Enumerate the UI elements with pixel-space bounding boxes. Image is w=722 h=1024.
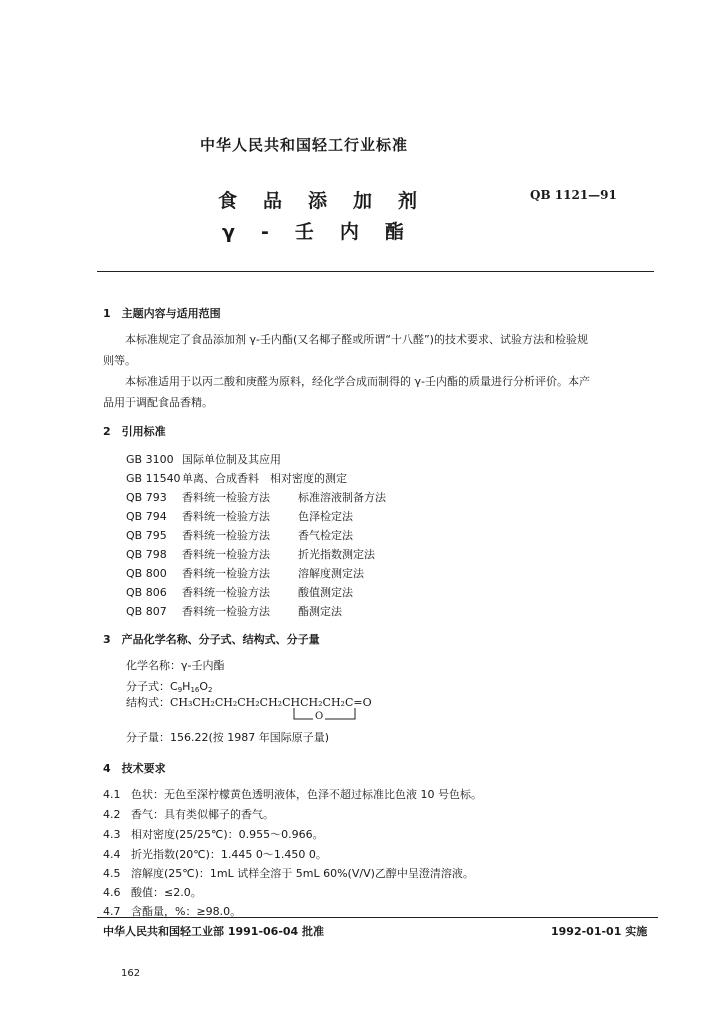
ref-row <box>126 603 342 619</box>
title-line-2: γ-壬内酯 <box>222 221 430 243</box>
ref-code: GB 3100 <box>126 453 174 466</box>
chemical-name: 化学名称：γ-壬内酯 <box>126 659 225 672</box>
ref-title: 香料统一检验方法 <box>182 605 270 618</box>
ref-code: QB 800 <box>126 567 167 580</box>
ref-code: GB 11540 <box>126 472 181 485</box>
ref-subtitle: 酯测定法 <box>298 605 342 618</box>
ref-title: 单离、合成香料 相对密度的测定 <box>182 472 347 485</box>
ref-title: 香料统一检验方法 <box>182 510 270 523</box>
requirement-item: 4.3 相对密度(25/25℃)：0.955～0.966。 <box>103 828 324 841</box>
ref-title: 香料统一检验方法 <box>182 491 270 504</box>
ref-row <box>126 584 353 600</box>
s1-para1-line2: 则等。 <box>103 354 136 367</box>
s1-para2-line1: 本标准适用于以丙二酸和庚醛为原料，经化学合成而制得的 γ-壬内酯的质量进行分析评价。本产 <box>125 375 590 388</box>
requirement-item: 4.7 含酯量，%：≥98.0。 <box>103 905 242 918</box>
section-3-heading: 3 产品化学名称、分子式、结构式、分子量 <box>103 633 320 646</box>
section-2-heading: 2 引用标准 <box>103 425 166 438</box>
ref-row <box>126 565 364 581</box>
ref-subtitle: 酸值测定法 <box>298 586 353 599</box>
header-rule <box>97 271 654 272</box>
section-1-heading: 1 主题内容与适用范围 <box>103 307 221 320</box>
footer-rule <box>97 917 658 918</box>
ref-row <box>126 508 353 524</box>
approval-line: 中华人民共和国轻工业部 1991-06-04 批准 <box>103 925 325 938</box>
requirement-item: 4.4 折光指数(20℃)：1.445 0～1.450 0。 <box>103 848 327 861</box>
ref-code: QB 798 <box>126 548 167 561</box>
ref-subtitle: 折光指数测定法 <box>298 548 375 561</box>
ref-row <box>126 470 347 486</box>
s1-para1-line1: 本标准规定了食品添加剂 γ-壬内酯(又名椰子醛或所谓“十八醛”)的技术要求、试验方法和检验规 <box>125 333 588 346</box>
title-line-1: 食品添加剂 <box>218 190 444 212</box>
ref-code: QB 795 <box>126 529 167 542</box>
ref-subtitle: 香气检定法 <box>298 529 353 542</box>
requirement-item: 4.6 酸值：≤2.0。 <box>103 886 202 899</box>
ref-title: 国际单位制及其应用 <box>182 453 281 466</box>
ref-subtitle: 标准溶液制备方法 <box>298 491 386 504</box>
ref-title: 香料统一检验方法 <box>182 586 270 599</box>
ref-row <box>126 527 353 543</box>
requirement-item: 4.2 香气：具有类似椰子的香气。 <box>103 808 274 821</box>
requirement-item: 4.1 色状：无色至深柠檬黄色透明液体，色泽不超过标准比色液 10 号色标。 <box>103 788 482 801</box>
structural-formula: 结构式：CH₃CH₂CH₂CH₂CH₂CHCH₂CH₂C=O <box>126 696 372 709</box>
molecular-weight: 分子量：156.22(按 1987 年国际原子量) <box>126 731 330 744</box>
requirement-item: 4.5 溶解度(25℃)：1mL 试样全溶于 5mL 60%(V/V)乙醇中呈澄清溶液。 <box>103 867 474 880</box>
section-4-heading: 4 技术要求 <box>103 762 166 775</box>
ref-row <box>126 489 386 505</box>
ref-title: 香料统一检验方法 <box>182 567 270 580</box>
structure-text: CH₃CH₂CH₂CH₂CH₂CHCH₂CH₂C=O <box>170 696 372 709</box>
molecular-formula: 分子式：$C_9H_{16}O_2$ <box>126 680 213 694</box>
ref-subtitle: 色泽检定法 <box>298 510 353 523</box>
issuing-body: 中华人民共和国轻工行业标准 <box>200 136 409 154</box>
ref-title: 香料统一检验方法 <box>182 548 270 561</box>
ref-code: QB 807 <box>126 605 167 618</box>
s1-para2-line2: 品用于调配食品香精。 <box>103 396 213 409</box>
effective-date: 1992-01-01 实施 <box>551 925 648 938</box>
ref-title: 香料统一检验方法 <box>182 529 270 542</box>
page-number: 162 <box>121 968 141 979</box>
ref-row <box>126 451 281 467</box>
ref-code: QB 793 <box>126 491 167 504</box>
ring-oxygen: O <box>315 711 324 722</box>
ref-code: QB 806 <box>126 586 167 599</box>
ref-subtitle: 溶解度测定法 <box>298 567 364 580</box>
ref-row <box>126 546 375 562</box>
ref-code: QB 794 <box>126 510 167 523</box>
standard-code: QB 1121—91 <box>530 188 617 202</box>
